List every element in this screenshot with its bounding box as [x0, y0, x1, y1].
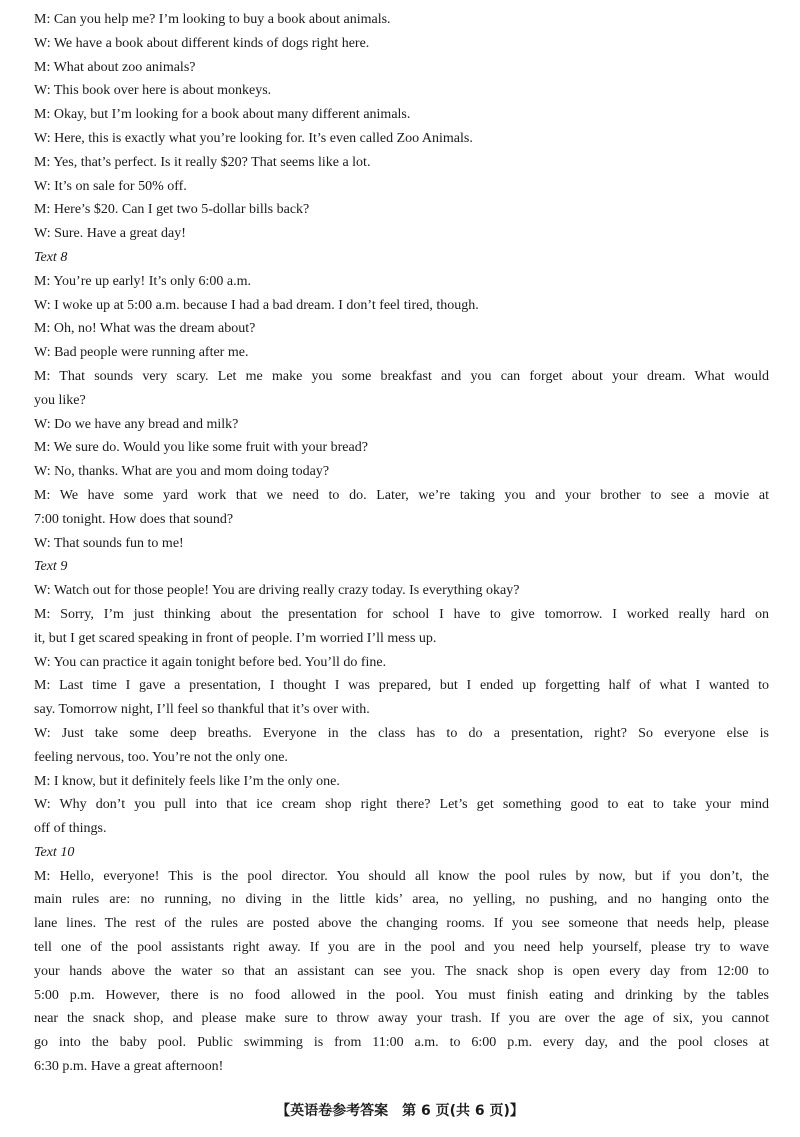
text-line: it, but I get scared speaking in front of people. I’m worried I’ll mess up. — [34, 630, 437, 646]
text-line: M: Here’s $20. Can I get two 5-dollar bills back? — [34, 202, 310, 218]
text-line: near the snack shop, and please make sure to throw away your trash. If you are over the age of six, you cannot — [34, 1011, 769, 1027]
text-line: go into the baby pool. Public swimming is from 11:00 a.m. to 6:00 p.m. every day, and the pool closes at — [34, 1035, 769, 1051]
text-line: W: I woke up at 5:00 a.m. because I had a bad dream. I don’t feel tired, though. — [34, 297, 479, 313]
text-line: W: Why don’t you pull into that ice cream shop right there? Let’s get something good to eat to take your mind — [34, 797, 769, 813]
text-line: W: Sure. Have a great day! — [34, 226, 186, 242]
section-heading: Text 9 — [34, 559, 68, 575]
text-line: W: It’s on sale for 50% off. — [34, 178, 187, 194]
text-line: M: What about zoo animals? — [34, 59, 196, 75]
text-line: M: Sorry, I’m just thinking about the presentation for school I have to give tomorrow. I worked really hard on — [34, 606, 769, 622]
text-line: W: You can practice it again tonight before bed. You’ll do fine. — [34, 654, 387, 670]
section-heading: Text 8 — [34, 249, 68, 265]
text-line: M: You’re up early! It’s only 6:00 a.m. — [34, 273, 251, 289]
text-line: 7:00 tonight. How does that sound? — [34, 511, 234, 527]
text-line: feeling nervous, too. You’re not the only one. — [34, 749, 288, 765]
text-line: W: Watch out for those people! You are driving really crazy today. Is everything okay? — [34, 583, 520, 599]
text-line: M: Oh, no! What was the dream about? — [34, 321, 256, 337]
text-line: W: Here, this is exactly what you’re looking for. It’s even called Zoo Animals. — [34, 130, 473, 146]
text-line: W: That sounds fun to me! — [34, 535, 184, 551]
text-line: M: Yes, that’s perfect. Is it really $20? That seems like a lot. — [34, 154, 371, 170]
document-body — [34, 8, 769, 1079]
text-line: M: We have some yard work that we need to do. Later, we’re taking you and your brother to see a movie at — [34, 487, 769, 503]
page-footer: 【英语卷参考答案 第 6 页(共 6 页)】 — [276, 1103, 524, 1119]
text-line: W: Just take some deep breaths. Everyone in the class has to do a presentation, right? So everyone else is — [34, 725, 769, 741]
text-line: W: Do we have any bread and milk? — [34, 416, 239, 432]
text-line: W: This book over here is about monkeys. — [34, 83, 272, 99]
section-heading: Text 10 — [34, 844, 75, 860]
text-line: 5:00 p.m. However, there is no food allowed in the pool. You must finish eating and drinking by the tables — [34, 987, 769, 1003]
text-line: M: That sounds very scary. Let me make you some breakfast and you can forget about your dream. What would — [34, 368, 769, 384]
text-line: M: We sure do. Would you like some fruit with your bread? — [34, 440, 368, 456]
text-line: M: Can you help me? I’m looking to buy a book about animals. — [34, 12, 391, 27]
text-line: tell one of the pool assistants right away. If you are in the pool and you need help yourself, please try to wave — [34, 940, 769, 956]
text-line: main rules are: no running, no diving in the little kids’ area, no yelling, no pushing, and no hanging onto the — [34, 892, 769, 908]
text-line: your hands above the water so that an assistant can see you. The snack shop is open every day from 12:00 to — [34, 963, 769, 979]
text-line: M: Hello, everyone! This is the pool director. You should all know the pool rules by now, but if you don’t, the — [34, 868, 769, 884]
text-line: W: No, thanks. What are you and mom doing today? — [34, 464, 330, 480]
text-line: M: Last time I gave a presentation, I thought I was prepared, but I ended up forgetting half of what I wanted to — [34, 678, 769, 694]
text-line: W: Bad people were running after me. — [34, 345, 249, 361]
text-line: say. Tomorrow night, I’ll feel so thankful that it’s over with. — [34, 702, 370, 718]
text-line: W: We have a book about different kinds of dogs right here. — [34, 35, 370, 51]
text-line: M: I know, but it definitely feels like I’m the only one. — [34, 773, 340, 789]
text-line: off of things. — [34, 821, 107, 837]
text-line: M: Okay, but I’m looking for a book about many different animals. — [34, 107, 411, 123]
text-line: 6:30 p.m. Have a great afternoon! — [34, 1059, 224, 1075]
text-line: lane lines. The rest of the rules are posted above the changing rooms. If you see someone that needs help, please — [34, 916, 769, 932]
text-line: you like? — [34, 392, 86, 408]
